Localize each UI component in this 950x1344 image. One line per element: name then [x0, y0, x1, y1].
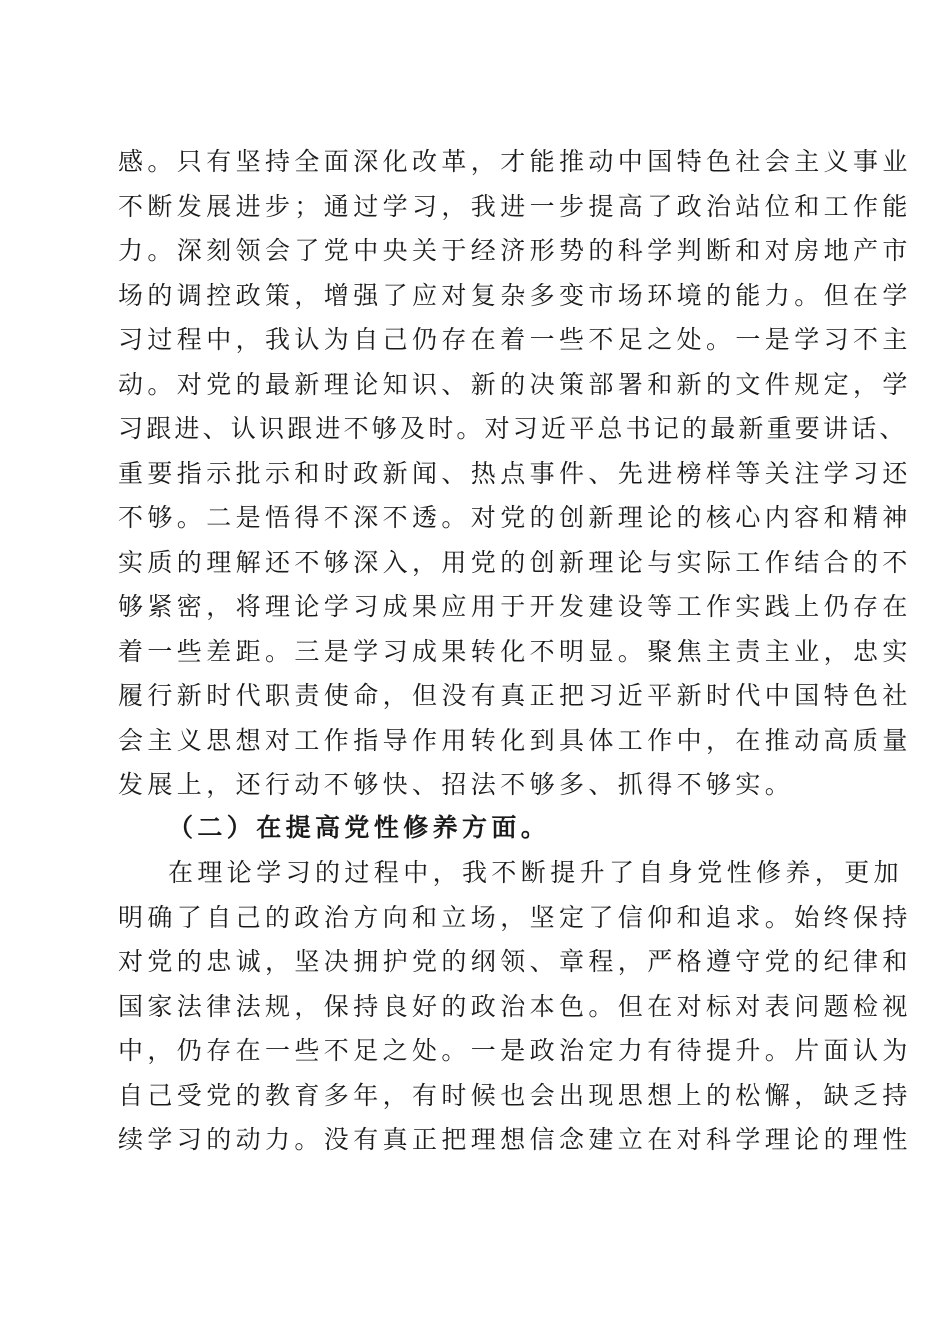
paragraph-line: 场的调控政策，增强了应对复杂多变市场环境的能力。但在学	[118, 280, 912, 310]
paragraph-line: 不够。二是悟得不深不透。对党的创新理论的核心内容和精神	[118, 503, 912, 532]
paragraph-line: 对党的忠诚，坚决拥护党的纲领、章程，严格遵守党的纪律和	[118, 947, 912, 976]
paragraph-line: 动。对党的最新理论知识、新的决策部署和新的文件规定，学	[118, 369, 912, 399]
paragraph-line: 发展上，还行动不够快、招法不够多、抓得不够实。	[118, 770, 795, 799]
paragraph-line: 不断发展进步；通过学习，我进一步提高了政治站位和工作能	[118, 191, 912, 221]
paragraph-line: 习过程中，我认为自己仍存在着一些不足之处。一是学习不主	[118, 325, 912, 354]
section-heading-block	[118, 806, 834, 851]
paragraph-line: 着一些差距。三是学习成果转化不明显。聚焦主责主业，忠实	[118, 636, 912, 666]
paragraph-line: 感。只有坚持全面深化改革，才能推动中国特色社会主义事业	[118, 147, 912, 176]
paragraph-line: 明确了自己的政治方向和立场，坚定了信仰和追求。始终保持	[118, 902, 912, 932]
paragraph	[118, 851, 912, 1163]
paragraph-line: 力。深刻领会了党中央关于经济形势的科学判断和对房地产市	[118, 236, 912, 265]
paragraph-line: 习跟进、认识跟进不够及时。对习近平总书记的最新重要讲话、	[118, 414, 908, 443]
paragraph-line: 会主义思想对工作指导作用转化到具体工作中，在推动高质量	[118, 725, 912, 755]
paragraph-line: 中，仍存在一些不足之处。一是政治定力有待提升。片面认为	[118, 1036, 912, 1065]
paragraph-line: 实质的理解还不够深入，用党的创新理论与实际工作结合的不	[118, 547, 912, 577]
paragraph-line: 在理论学习的过程中，我不断提升了自身党性修养，更加	[168, 858, 904, 887]
paragraph-line: 续学习的动力。没有真正把理想信念建立在对科学理论的理性	[118, 1125, 912, 1154]
paragraph-line: 自己受党的教育多年，有时候也会出现思想上的松懈，缺乏持	[118, 1080, 912, 1110]
paragraph-line: 重要指示批示和时政新闻、热点事件、先进榜样等关注学习还	[118, 458, 912, 488]
paragraph-line: 国家法律法规，保持良好的政治本色。但在对标对表问题检视	[118, 991, 912, 1021]
paragraph-continued	[118, 140, 912, 808]
paragraph-line: 履行新时代职责使命，但没有真正把习近平新时代中国特色社	[118, 681, 912, 710]
paragraph-line: 够紧密，将理论学习成果应用于开发建设等工作实践上仍存在	[118, 592, 912, 621]
section-heading: （二）在提高党性修养方面。	[168, 813, 551, 842]
